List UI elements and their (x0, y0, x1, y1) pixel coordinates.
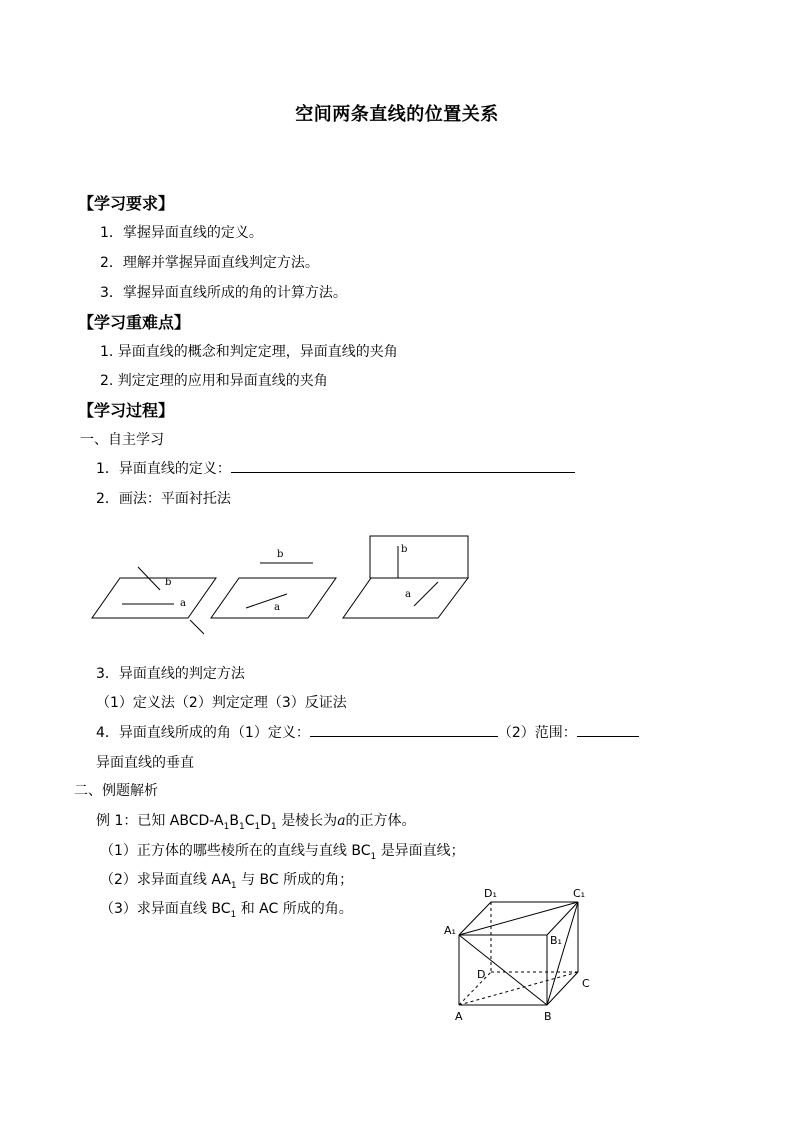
requirement-item: 2．理解并掌握异面直线判定方法。 (100, 255, 319, 271)
angle-range-label: （2）范围： (497, 725, 577, 741)
label-b-3: b (401, 544, 408, 555)
vertex-B: B (544, 1010, 552, 1023)
label-a-2: a (274, 602, 280, 613)
vertex-A: A (455, 1010, 463, 1023)
process-heading: 【学习过程】 (78, 401, 175, 420)
vertex-C1: C₁ (573, 887, 586, 900)
label-a-1: a (180, 598, 186, 609)
label-b-2: b (277, 549, 284, 560)
label-a-3: a (405, 589, 411, 600)
question-1: （1）正方体的哪些棱所在的直线与直线 $BC_1$ 是异面直线； (100, 843, 465, 862)
requirements-heading: 【学习要求】 (78, 194, 175, 213)
drawing-method: 2．画法：平面衬托法 (96, 491, 231, 507)
vertex-D: D (477, 968, 486, 981)
variable-a: a (337, 813, 346, 829)
vertex-A1: A₁ (444, 924, 456, 937)
vertex-D1: D₁ (484, 887, 497, 900)
perpendicular-text: 异面直线的垂直 (96, 755, 194, 771)
vertex-C: C (582, 977, 590, 990)
key-points-heading: 【学习重难点】 (78, 313, 191, 332)
example-1: 例 1：已知 ABCD-$A_1B_1C_1D_1$ 是棱长为a的正方体。 (96, 813, 416, 832)
key-point-item: 2. 判定定理的应用和异面直线的夹角 (100, 373, 328, 389)
requirement-item: 1．掌握异面直线的定义。 (100, 225, 263, 241)
question-3: （3）求异面直线 $BC_1$ 和 AC 所成的角。 (100, 901, 353, 920)
label-b-1: b (165, 577, 172, 588)
key-point-item: 1. 异面直线的概念和判定定理，异面直线的夹角 (100, 344, 398, 360)
part2-heading: 二、例题解析 (74, 783, 158, 799)
requirement-item: 3．掌握异面直线所成的角的计算方法。 (100, 285, 347, 301)
definition-label: 1．异面直线的定义： (96, 461, 231, 477)
judgement-methods: 3．异面直线的判定方法 (96, 666, 245, 682)
vertex-B1: B₁ (550, 934, 562, 947)
question-2: （2）求异面直线 $AA_1$ 与 BC 所成的角； (100, 872, 354, 891)
page-title: 空间两条直线的位置关系 (295, 104, 499, 125)
part1-heading: 一、自主学习 (80, 432, 164, 448)
judgement-detail: （1）定义法（2）判定定理（3）反证法 (96, 695, 347, 711)
angle-definition-label: 4．异面直线所成的角（1）定义： (96, 725, 310, 741)
